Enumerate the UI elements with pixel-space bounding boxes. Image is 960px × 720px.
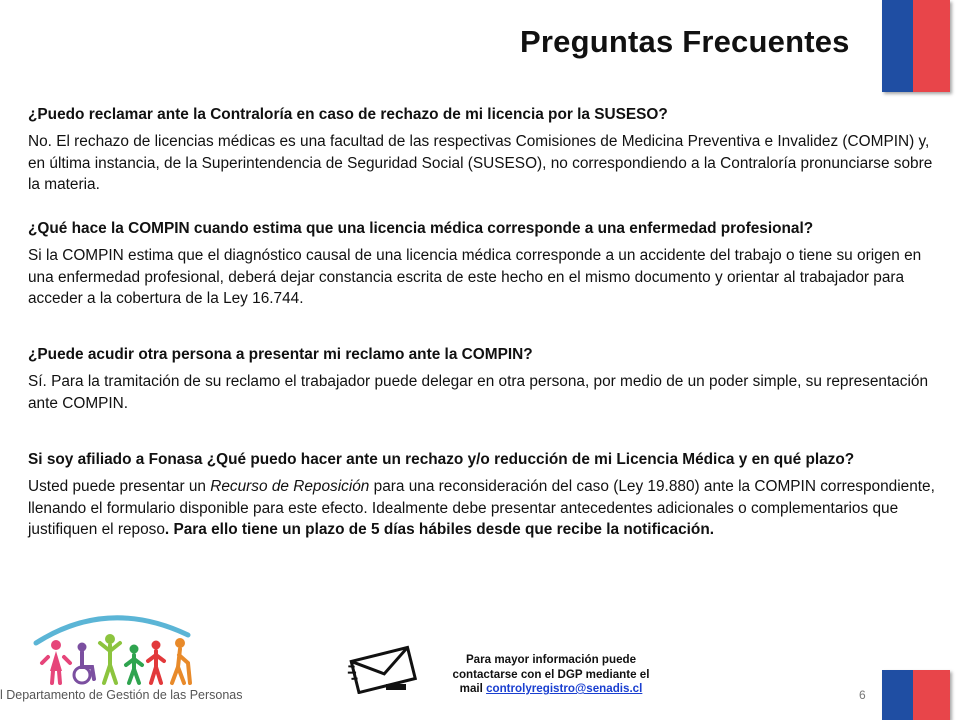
faq-question: ¿Puede acudir otra persona a presentar mi reclamo ante la COMPIN? — [28, 346, 533, 363]
contact-mail-line — [428, 682, 674, 697]
faq-item-3 — [28, 345, 938, 414]
envelope-icon — [346, 644, 420, 694]
page-number: 6 — [859, 688, 866, 702]
faq-answer: No. El rechazo de licencias médicas es una facultad de las respectivas Comisiones de Medicina Preventiva e Invalidez (COMPIN) y, en última instancia, de la Superintendencia de Seguridad Social (SUSESO), no correspondiendo a la Contraloría pronunciarse sobre la materia. — [28, 133, 933, 193]
chile-flag-top — [882, 0, 950, 92]
faq-item-2 — [28, 219, 938, 310]
senadis-people-logo — [28, 605, 198, 687]
faq-question: ¿Puedo reclamar ante la Contraloría en caso de rechazo de mi licencia por la SUSESO? — [28, 106, 668, 123]
faq-answer: Sí. Para la tramitación de su reclamo el trabajador puede delegar en otra persona, por medio de un poder simple, su representación ante COMPIN. — [28, 373, 929, 412]
flag-blue-stripe — [882, 670, 913, 720]
mail-label: mail — [459, 682, 487, 695]
answer-text: Usted puede presentar un — [28, 478, 211, 495]
footer-department: l Departamento de Gestión de las Personas — [0, 688, 243, 702]
faq-item-1 — [28, 105, 938, 196]
answer-text: para una reconsideración del caso (Ley 19.880) ante la COMPIN correspondiente, llenando el formulario disponible para este efecto. Idealmente debe presentar antecedentes adicionales o complementarios que justifiquen el reposo — [28, 478, 935, 538]
contact-line: contactarse con el DGP mediante el — [452, 667, 650, 681]
chile-flag-bottom — [882, 670, 950, 720]
faq-question: ¿Qué hace la COMPIN cuando estima que una licencia médica corresponde a una enfermedad profesional? — [28, 220, 814, 237]
flag-blue-stripe — [882, 0, 913, 92]
email-link[interactable]: controlyregistro@senadis.cl — [486, 682, 643, 695]
contact-line: Para mayor información puede — [465, 653, 637, 666]
faq-answer: Si la COMPIN estima que el diagnóstico causal de una licencia médica corresponde a un accidente del trabajo o tiene su origen en una enfermedad profesional, deberá dejar constancia escrita de este hecho en el mismo documento y orientar al trabajador para acceder a la cobertura de la Ley 16.744. — [28, 247, 922, 307]
flag-red-stripe — [913, 670, 950, 720]
answer-italic-text: Recurso de Reposición — [210, 478, 370, 495]
answer-bold-text: . Para ello tiene un plazo de 5 días hábiles desde que recibe la notificación. — [164, 521, 715, 538]
contact-info — [428, 653, 674, 697]
flag-red-stripe — [913, 0, 950, 92]
faq-item-4 — [28, 450, 938, 541]
faq-answer — [28, 476, 938, 541]
page-title: Preguntas Frecuentes — [520, 24, 850, 59]
faq-question: Si soy afiliado a Fonasa ¿Qué puedo hacer ante un rechazo y/o reducción de mi Licencia Médica y en qué plazo? — [28, 451, 855, 468]
